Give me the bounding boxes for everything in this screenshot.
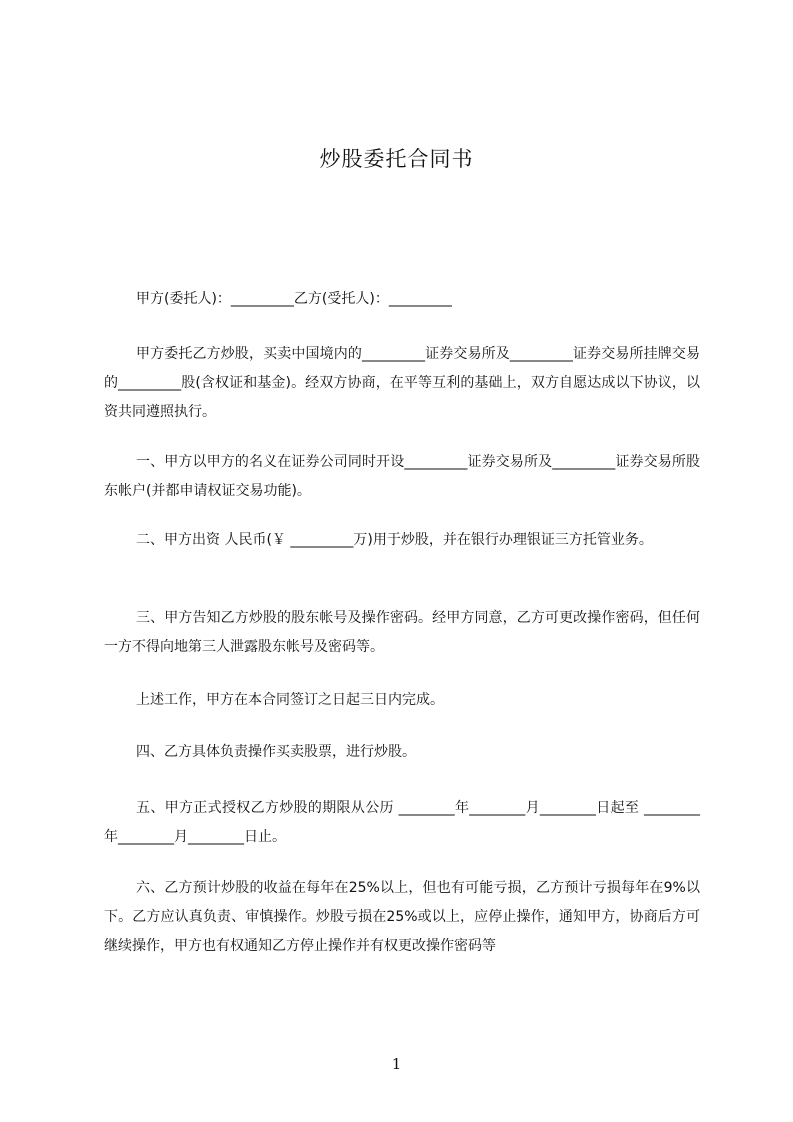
clause-5: 五、甲方正式授权乙方炒股的期限从公历 ________年________月________日起至 ________年________月________日止。: [104, 800, 700, 845]
preamble-paragraph: 甲方委托乙方炒股，买卖中国境内的_________证券交易所及_________证券交易所挂牌交易的_________股(含权证和基金)。经双方协商，在平等互利的基础上，双方自愿达成以下协议，以资共同遵照执行。: [104, 346, 700, 420]
clause-2: 二、甲方出资 人民币(￥ _________万)用于炒股，并在银行办理银证三方托管业务。: [136, 532, 653, 548]
completion-note: 上述工作，甲方在本合同签订之日起三日内完成。: [136, 692, 444, 708]
page-number: 1: [391, 1055, 402, 1073]
clause-1: 一、甲方以甲方的名义在证券公司同时开设_________证券交易所及_________证券交易所股东帐户(并都申请权证交易功能)。: [104, 454, 700, 499]
clause-6: 六、乙方预计炒股的收益在每年在25%以上，但也有可能亏损，乙方预计亏损每年在9%以下。乙方应认真负责、审慎操作。炒股亏损在25%或以上，应停止操作，通知甲方，协商后方可继续操作，甲方也有权通知乙方停止操作并有权更改操作密码等: [104, 880, 700, 954]
parties-line: 甲方(委托人)：_________乙方(受托人)：_________: [136, 291, 452, 307]
page-title: 炒股委托合同书: [319, 147, 474, 171]
clause-4: 四、乙方具体负责操作买卖股票，进行炒股。: [136, 744, 416, 760]
clause-3: 三、甲方告知乙方炒股的股东帐号及操作密码。经甲方同意，乙方可更改操作密码，但任何一方不得向地第三人泄露股东帐号及密码等。: [104, 610, 700, 655]
